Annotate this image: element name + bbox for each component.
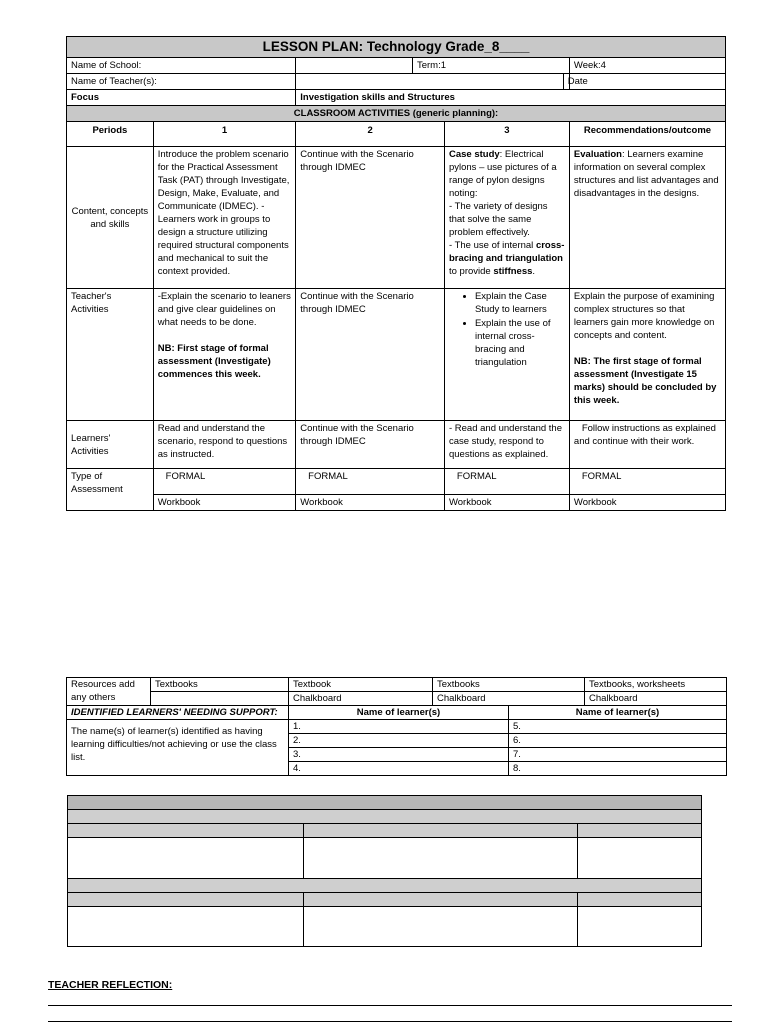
reflection-line[interactable]: [48, 1005, 732, 1006]
learner-slot-1[interactable]: 1.: [289, 720, 509, 734]
learner-slot-5[interactable]: 5.: [509, 720, 727, 734]
assessment-row: [67, 469, 726, 495]
grid-cell[interactable]: [578, 838, 702, 879]
header-recommendations: Recommendations/outcome: [569, 122, 725, 147]
teacher-period-1: -Explain the scenario to leaners and give clear guidelines on what needs to be done. NB: First stage of formal assessment (Investigate) commences this week.: [153, 289, 296, 421]
learner-name-header-2: Name of learner(s): [509, 706, 727, 720]
grid-cell[interactable]: [304, 838, 578, 879]
grid-col-header: [68, 824, 304, 838]
assessment-type-3: FORMAL: [444, 469, 569, 495]
grid-cell[interactable]: [304, 907, 578, 947]
grid-header-bar: [68, 796, 702, 810]
resources-table: [66, 677, 727, 776]
resource-cell: Textbooks: [433, 678, 585, 692]
reflection-line[interactable]: [48, 1021, 732, 1022]
school-field[interactable]: [296, 58, 413, 74]
content-row: [67, 147, 726, 289]
grid-subheader-bar: [68, 879, 702, 893]
content-period-3: Case study: Electrical pylons – use pictures of a range of pylon designs noting: - The variety of designs that solve the same problem effectively. - The use of internal cross-bracing and triangulation to provide stiffness.: [444, 147, 569, 289]
teacher-activities-label: Teacher's Activities: [67, 289, 154, 421]
header-period-2: 2: [296, 122, 445, 147]
content-period-2: Continue with the Scenario through IDMEC: [296, 147, 445, 289]
resource-cell: Textbooks, worksheets: [585, 678, 727, 692]
grid-cell[interactable]: [68, 838, 304, 879]
resource-cell: Chalkboard: [289, 692, 433, 706]
teacher-recommendation: Explain the purpose of examining complex structures so that learners gain more knowledge on concepts and content. NB: The first stage of formal assessment (Investigate 15 marks) should be concluded by this week.: [569, 289, 725, 421]
page-title: LESSON PLAN: Technology Grade_8____: [67, 37, 726, 58]
teacher-period-2: Continue with the Scenario through IDMEC: [296, 289, 445, 421]
learner-name-header-1: Name of learner(s): [289, 706, 509, 720]
assessment-label: Type of Assessment: [67, 469, 154, 511]
learners-row: [67, 421, 726, 469]
classroom-heading: CLASSROOM ACTIVITIES (generic planning):: [67, 106, 726, 122]
resource-cell: Chalkboard: [433, 692, 585, 706]
learner-slot-8[interactable]: 8.: [509, 762, 727, 776]
header-period-1: 1: [153, 122, 296, 147]
grid-col-header: [68, 893, 304, 907]
content-recommendation: Evaluation: Learners examine information on several complex structures and list advantages and disadvantages in the designs.: [569, 147, 725, 289]
header-periods: Periods: [67, 122, 154, 147]
header-period-3: 3: [444, 122, 569, 147]
list-item: • Explain the Case Study to learners: [475, 290, 565, 316]
teacher-period-3: [444, 289, 569, 421]
teacher-label: Name of Teacher(s):: [67, 74, 296, 90]
grid-cell[interactable]: [578, 907, 702, 947]
teacher-reflection-title: TEACHER REFLECTION:: [48, 979, 173, 991]
support-heading: IDENTIFIED LEARNERS' NEEDING SUPPORT:: [67, 706, 289, 720]
assessment-tool-4: Workbook: [569, 495, 725, 511]
focus-value: Investigation skills and Structures: [296, 90, 726, 106]
resource-cell: Textbook: [289, 678, 433, 692]
focus-label: Focus: [67, 90, 296, 106]
learners-activities-label: Learners' Activities: [67, 421, 154, 469]
assessment-type-1: FORMAL: [153, 469, 296, 495]
resource-cell: Textbooks: [151, 678, 289, 692]
learner-slot-6[interactable]: 6.: [509, 734, 727, 748]
blank-grid-table: [67, 795, 702, 947]
assessment-tool-3: Workbook: [444, 495, 569, 511]
learner-slot-7[interactable]: 7.: [509, 748, 727, 762]
assessment-type-4: FORMAL: [569, 469, 725, 495]
learners-period-1: Read and understand the scenario, respond to questions as instructed.: [153, 421, 296, 469]
grid-col-header: [304, 893, 578, 907]
assessment-tool-2: Workbook: [296, 495, 445, 511]
learner-slot-4[interactable]: 4.: [289, 762, 509, 776]
support-description: The name(s) of learner(s) identified as having learning difficulties/not achieving or use the class list.: [67, 720, 289, 776]
date-field[interactable]: [569, 74, 725, 90]
term-field: Term:1: [412, 58, 569, 74]
school-label: Name of School:: [67, 58, 296, 74]
lesson-plan-table: [66, 36, 726, 511]
assessment-tool-1: Workbook: [153, 495, 296, 511]
resource-cell: [151, 692, 289, 706]
list-item: • Explain the use of internal cross-bracing and triangulation: [475, 317, 565, 369]
content-label: Content, concepts and skills: [67, 147, 154, 289]
learner-slot-3[interactable]: 3.: [289, 748, 509, 762]
grid-col-header: [578, 824, 702, 838]
learner-slot-2[interactable]: 2.: [289, 734, 509, 748]
grid-subheader-bar: [68, 810, 702, 824]
grid-col-header: [578, 893, 702, 907]
resources-label: Resources add any others: [67, 678, 151, 706]
grid-col-header: [304, 824, 578, 838]
teacher-row: [67, 289, 726, 421]
teacher-field[interactable]: [296, 74, 563, 90]
learners-recommendation: Follow instructions as explained and continue with their work.: [569, 421, 725, 469]
grid-cell[interactable]: [68, 907, 304, 947]
learners-period-2: Continue with the Scenario through IDMEC: [296, 421, 445, 469]
week-field: Week:4: [569, 58, 725, 74]
assessment-type-2: FORMAL: [296, 469, 445, 495]
assessment-tool-row: [67, 495, 726, 511]
resource-cell: Chalkboard: [585, 692, 727, 706]
date-label: Date: [563, 74, 569, 90]
learners-period-3: - Read and understand the case study, respond to questions as explained.: [444, 421, 569, 469]
content-period-1: Introduce the problem scenario for the Practical Assessment Task (PAT) through Investigate, Design, Make, Evaluate, and Communicate (IDMEC). -Learners work in groups to design a structure utilizing required structural components and mechanical to suit the context provided.: [153, 147, 296, 289]
